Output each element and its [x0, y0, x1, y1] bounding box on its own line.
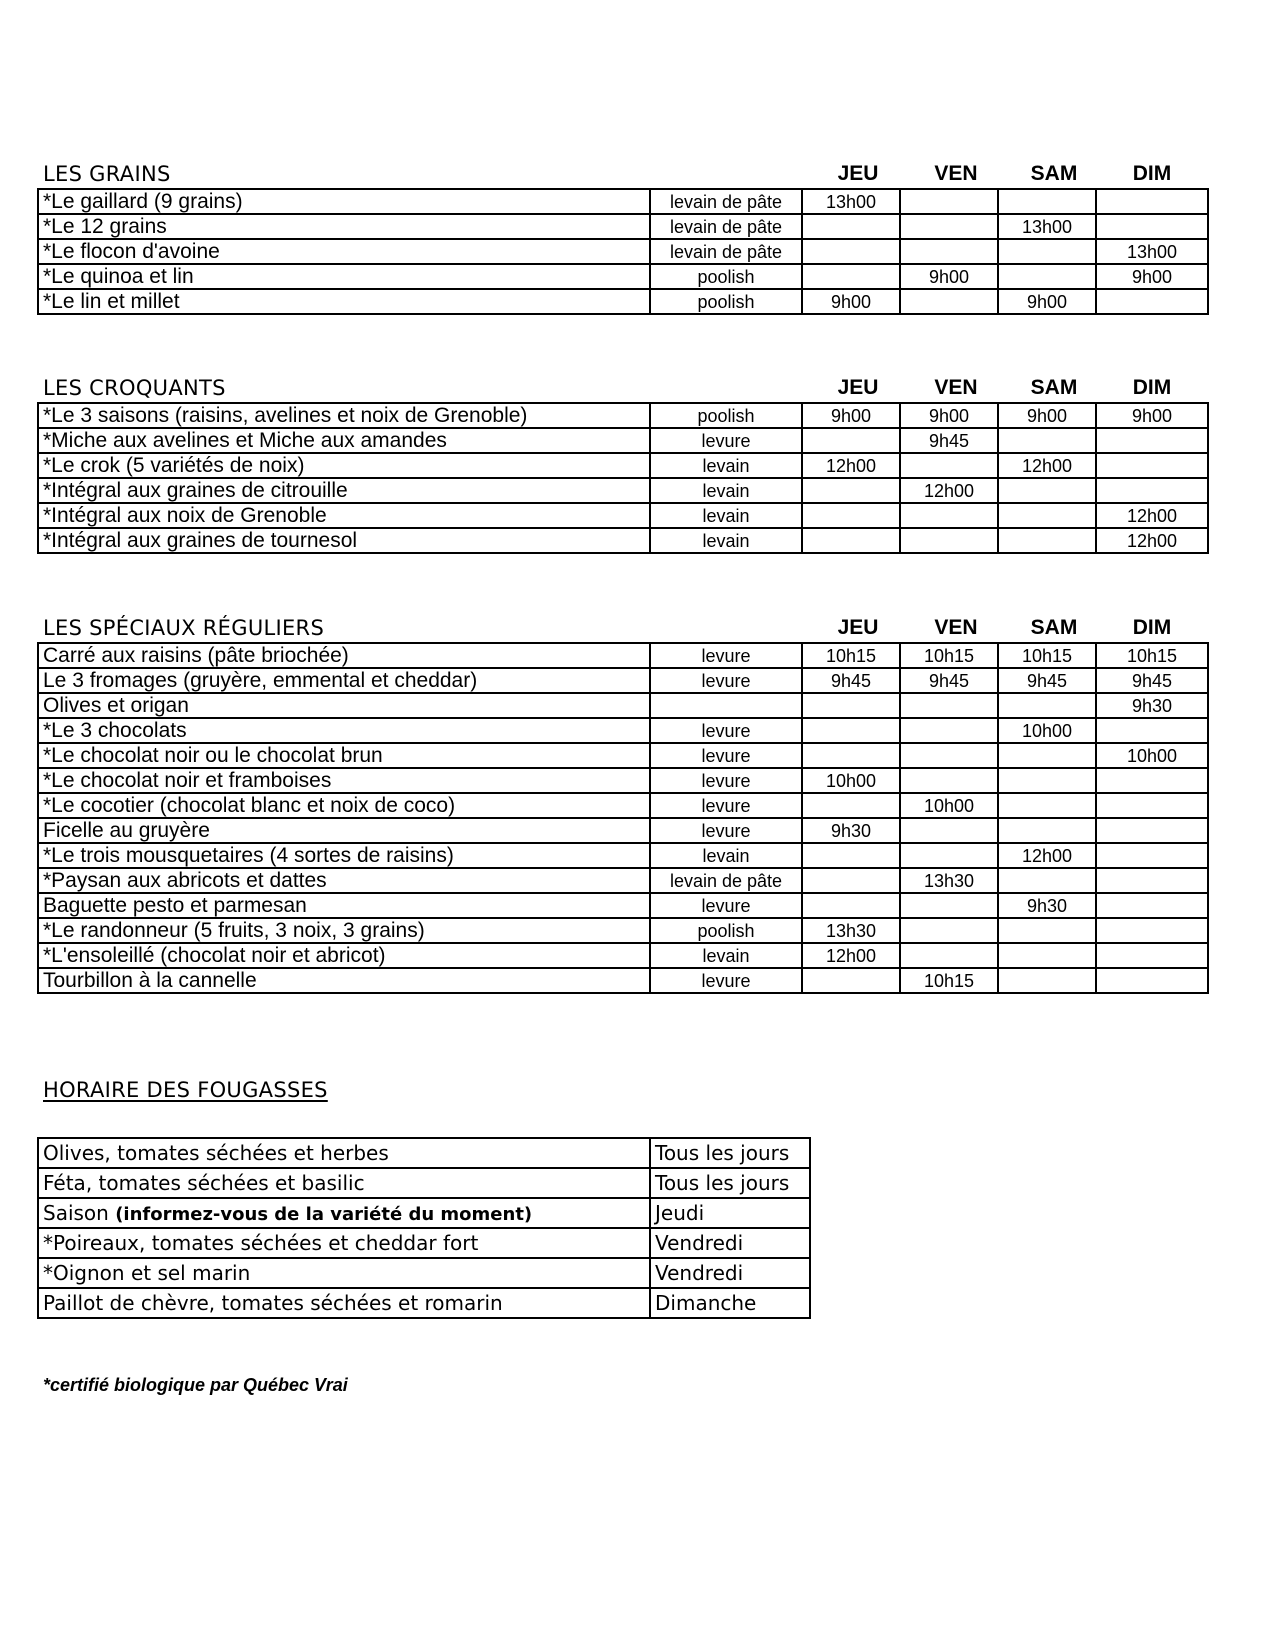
table-row — [38, 968, 1208, 993]
time-sam: 9h30 — [998, 893, 1096, 918]
time-ven — [900, 843, 998, 868]
day-header-jeu: JEU — [837, 162, 879, 185]
time-sam — [998, 264, 1096, 289]
table-row — [38, 1138, 810, 1168]
time-dim — [1096, 893, 1208, 918]
time-sam — [998, 693, 1096, 718]
time-jeu — [802, 428, 900, 453]
fougasse-name: Féta, tomates séchées et basilic — [43, 1171, 365, 1195]
time-dim: 9h30 — [1096, 693, 1208, 718]
time-sam — [998, 943, 1096, 968]
time-dim — [1096, 793, 1208, 818]
day-header-sam: SAM — [1030, 376, 1078, 399]
time-ven — [900, 503, 998, 528]
fougasse-note: (informez-vous de la variété du moment) — [115, 1204, 533, 1225]
time-sam: 9h00 — [998, 289, 1096, 314]
time-dim — [1096, 818, 1208, 843]
time-sam: 10h00 — [998, 718, 1096, 743]
fougasse-name-cell — [38, 1228, 650, 1258]
section-header — [37, 614, 1209, 642]
fermentation-method: levain de pâte — [650, 239, 802, 264]
fermentation-method: poolish — [650, 918, 802, 943]
fougasse-name: *Poireaux, tomates séchées et cheddar fort — [43, 1231, 479, 1255]
section-speciaux — [37, 614, 1209, 994]
bread-name: *Le randonneur (5 fruits, 3 noix, 3 grains) — [38, 918, 650, 943]
fougasse-name-cell — [38, 1168, 650, 1198]
time-jeu — [802, 264, 900, 289]
table-row — [38, 264, 1208, 289]
time-dim — [1096, 768, 1208, 793]
time-sam: 12h00 — [998, 453, 1096, 478]
table-row — [38, 668, 1208, 693]
time-ven — [900, 943, 998, 968]
day-header-ven: VEN — [934, 162, 978, 185]
time-dim — [1096, 918, 1208, 943]
fermentation-method: levain de pâte — [650, 189, 802, 214]
time-dim — [1096, 214, 1208, 239]
time-jeu: 10h15 — [802, 643, 900, 668]
time-jeu — [802, 478, 900, 503]
fougasse-day: Dimanche — [650, 1288, 810, 1318]
fougasse-name-cell — [38, 1198, 650, 1228]
time-sam — [998, 968, 1096, 993]
bread-name: Tourbillon à la cannelle — [38, 968, 650, 993]
bread-name: *Intégral aux graines de tournesol — [38, 528, 650, 553]
bread-name: Ficelle au gruyère — [38, 818, 650, 843]
time-dim — [1096, 428, 1208, 453]
time-jeu — [802, 793, 900, 818]
fermentation-method: levure — [650, 428, 802, 453]
fougasse-name: *Oignon et sel marin — [43, 1261, 251, 1285]
section-grains — [37, 160, 1209, 315]
time-jeu: 10h00 — [802, 768, 900, 793]
table-row — [38, 943, 1208, 968]
time-jeu — [802, 868, 900, 893]
time-sam — [998, 918, 1096, 943]
time-ven — [900, 918, 998, 943]
section-title: LES GRAINS — [43, 162, 171, 186]
time-ven: 10h15 — [900, 643, 998, 668]
bread-name: Baguette pesto et parmesan — [38, 893, 650, 918]
time-ven — [900, 693, 998, 718]
time-jeu — [802, 693, 900, 718]
fougasse-day: Vendredi — [650, 1228, 810, 1258]
table-row — [38, 868, 1208, 893]
section-title: LES CROQUANTS — [43, 376, 226, 400]
table-row — [38, 403, 1208, 428]
table-row — [38, 743, 1208, 768]
time-jeu: 12h00 — [802, 943, 900, 968]
table-row — [38, 528, 1208, 553]
fermentation-method: levure — [650, 718, 802, 743]
time-sam — [998, 239, 1096, 264]
table-row — [38, 428, 1208, 453]
time-sam: 13h00 — [998, 214, 1096, 239]
time-ven: 9h00 — [900, 403, 998, 428]
bread-name: Le 3 fromages (gruyère, emmental et cheddar) — [38, 668, 650, 693]
table-row — [38, 893, 1208, 918]
time-ven — [900, 214, 998, 239]
time-dim: 12h00 — [1096, 503, 1208, 528]
bread-name: *Le flocon d'avoine — [38, 239, 650, 264]
time-sam — [998, 528, 1096, 553]
time-dim — [1096, 478, 1208, 503]
time-ven — [900, 743, 998, 768]
time-jeu — [802, 503, 900, 528]
time-sam — [998, 768, 1096, 793]
table-row — [38, 793, 1208, 818]
fermentation-method: levain de pâte — [650, 214, 802, 239]
table-row — [38, 1228, 810, 1258]
bread-name: *Le 3 chocolats — [38, 718, 650, 743]
time-jeu: 9h00 — [802, 289, 900, 314]
fougasse-day: Tous les jours — [650, 1168, 810, 1198]
time-sam — [998, 743, 1096, 768]
table-row — [38, 768, 1208, 793]
table-row — [38, 1258, 810, 1288]
day-header-dim: DIM — [1132, 376, 1172, 399]
bread-name: Carré aux raisins (pâte briochée) — [38, 643, 650, 668]
fermentation-method: poolish — [650, 264, 802, 289]
time-sam: 12h00 — [998, 843, 1096, 868]
time-ven — [900, 289, 998, 314]
time-dim: 9h45 — [1096, 668, 1208, 693]
fougasses-body — [38, 1138, 810, 1318]
time-sam: 10h15 — [998, 643, 1096, 668]
time-jeu: 9h45 — [802, 668, 900, 693]
time-jeu: 13h30 — [802, 918, 900, 943]
fougasse-name: Olives, tomates séchées et herbes — [43, 1141, 389, 1165]
time-dim — [1096, 453, 1208, 478]
time-dim — [1096, 868, 1208, 893]
time-sam — [998, 868, 1096, 893]
bread-name: *Le lin et millet — [38, 289, 650, 314]
table-body — [38, 189, 1208, 314]
bread-name: *Intégral aux noix de Grenoble — [38, 503, 650, 528]
fermentation-method: levain — [650, 943, 802, 968]
time-jeu — [802, 743, 900, 768]
table-row — [38, 239, 1208, 264]
time-ven — [900, 528, 998, 553]
fermentation-method: levure — [650, 768, 802, 793]
table-row — [38, 503, 1208, 528]
time-jeu: 12h00 — [802, 453, 900, 478]
schedule-table-croquants — [37, 402, 1209, 554]
time-dim — [1096, 289, 1208, 314]
time-jeu: 9h00 — [802, 403, 900, 428]
table-row — [38, 1288, 810, 1318]
day-header-ven: VEN — [934, 616, 978, 639]
fermentation-method: levain — [650, 478, 802, 503]
fermentation-method: levure — [650, 643, 802, 668]
footnote: *certifié biologique par Québec Vrai — [43, 1375, 348, 1395]
bread-name: *Le chocolat noir ou le chocolat brun — [38, 743, 650, 768]
schedule-table-grains — [37, 188, 1209, 315]
day-header-dim: DIM — [1132, 616, 1172, 639]
day-header-sam: SAM — [1030, 162, 1078, 185]
time-jeu — [802, 718, 900, 743]
time-dim — [1096, 843, 1208, 868]
time-ven: 10h00 — [900, 793, 998, 818]
day-header-sam: SAM — [1030, 616, 1078, 639]
bread-name: Olives et origan — [38, 693, 650, 718]
time-ven — [900, 189, 998, 214]
time-ven: 9h00 — [900, 264, 998, 289]
time-jeu — [802, 893, 900, 918]
table-row — [38, 453, 1208, 478]
time-dim — [1096, 943, 1208, 968]
bread-name: *Le quinoa et lin — [38, 264, 650, 289]
fougasse-day: Tous les jours — [650, 1138, 810, 1168]
fougasses-title: HORAIRE DES FOUGASSES — [43, 1078, 328, 1102]
table-row — [38, 693, 1208, 718]
bread-name: *L'ensoleillé (chocolat noir et abricot) — [38, 943, 650, 968]
section-croquants — [37, 374, 1209, 554]
time-ven: 9h45 — [900, 668, 998, 693]
time-dim: 9h00 — [1096, 264, 1208, 289]
time-jeu — [802, 214, 900, 239]
time-ven — [900, 239, 998, 264]
fermentation-method: levure — [650, 893, 802, 918]
table-row — [38, 818, 1208, 843]
bread-name: *Le trois mousquetaires (4 sortes de raisins) — [38, 843, 650, 868]
time-sam — [998, 503, 1096, 528]
time-dim — [1096, 718, 1208, 743]
time-sam — [998, 189, 1096, 214]
day-header-jeu: JEU — [837, 616, 879, 639]
time-ven: 12h00 — [900, 478, 998, 503]
fermentation-method: levain — [650, 503, 802, 528]
fermentation-method: levain de pâte — [650, 868, 802, 893]
fougasse-name-cell — [38, 1288, 650, 1318]
bread-name: *Paysan aux abricots et dattes — [38, 868, 650, 893]
time-jeu — [802, 239, 900, 264]
bread-name: *Le cocotier (chocolat blanc et noix de coco) — [38, 793, 650, 818]
bread-name: *Intégral aux graines de citrouille — [38, 478, 650, 503]
time-ven — [900, 818, 998, 843]
table-row — [38, 478, 1208, 503]
time-dim: 12h00 — [1096, 528, 1208, 553]
bread-name: *Le 3 saisons (raisins, avelines et noix de Grenoble) — [38, 403, 650, 428]
table-row — [38, 1168, 810, 1198]
table-row — [38, 289, 1208, 314]
fermentation-method: levain — [650, 843, 802, 868]
fougasse-name: Saison — [43, 1201, 116, 1225]
fougasse-day: Jeudi — [650, 1198, 810, 1228]
time-ven — [900, 893, 998, 918]
time-ven: 13h30 — [900, 868, 998, 893]
bread-name: *Le crok (5 variétés de noix) — [38, 453, 650, 478]
table-row — [38, 643, 1208, 668]
time-ven: 9h45 — [900, 428, 998, 453]
fermentation-method: levure — [650, 968, 802, 993]
fermentation-method: levain — [650, 453, 802, 478]
fermentation-method: levure — [650, 743, 802, 768]
fermentation-method: poolish — [650, 403, 802, 428]
fermentation-method: levure — [650, 818, 802, 843]
schedule-table-speciaux — [37, 642, 1209, 994]
table-row — [38, 918, 1208, 943]
time-sam — [998, 818, 1096, 843]
time-dim — [1096, 968, 1208, 993]
time-jeu — [802, 968, 900, 993]
bread-name: *Miche aux avelines et Miche aux amandes — [38, 428, 650, 453]
fermentation-method: levure — [650, 793, 802, 818]
bread-name: *Le gaillard (9 grains) — [38, 189, 650, 214]
time-jeu — [802, 528, 900, 553]
day-header-dim: DIM — [1132, 162, 1172, 185]
bread-name: *Le chocolat noir et framboises — [38, 768, 650, 793]
table-row — [38, 718, 1208, 743]
time-sam: 9h45 — [998, 668, 1096, 693]
table-row — [38, 189, 1208, 214]
bread-name: *Le 12 grains — [38, 214, 650, 239]
time-sam — [998, 478, 1096, 503]
table-row — [38, 214, 1208, 239]
table-body — [38, 403, 1208, 553]
fougasse-name-cell — [38, 1258, 650, 1288]
section-header — [37, 374, 1209, 402]
table-body — [38, 643, 1208, 993]
fougasses-table — [37, 1137, 811, 1319]
time-ven — [900, 453, 998, 478]
time-sam: 9h00 — [998, 403, 1096, 428]
section-title: LES SPÉCIAUX RÉGULIERS — [43, 616, 325, 640]
fermentation-method — [650, 693, 802, 718]
table-row — [38, 1198, 810, 1228]
time-jeu — [802, 843, 900, 868]
time-ven — [900, 718, 998, 743]
time-dim — [1096, 189, 1208, 214]
fermentation-method: poolish — [650, 289, 802, 314]
time-dim: 10h15 — [1096, 643, 1208, 668]
time-jeu: 13h00 — [802, 189, 900, 214]
day-header-ven: VEN — [934, 376, 978, 399]
time-sam — [998, 428, 1096, 453]
fermentation-method: levure — [650, 668, 802, 693]
time-dim: 10h00 — [1096, 743, 1208, 768]
fermentation-method: levain — [650, 528, 802, 553]
time-jeu: 9h30 — [802, 818, 900, 843]
time-dim: 13h00 — [1096, 239, 1208, 264]
time-ven — [900, 768, 998, 793]
time-ven: 10h15 — [900, 968, 998, 993]
section-header — [37, 160, 1209, 188]
time-sam — [998, 793, 1096, 818]
fougasse-name: Paillot de chèvre, tomates séchées et romarin — [43, 1291, 503, 1315]
day-header-jeu: JEU — [837, 376, 879, 399]
fougasse-name-cell — [38, 1138, 650, 1168]
fougasse-day: Vendredi — [650, 1258, 810, 1288]
time-dim: 9h00 — [1096, 403, 1208, 428]
table-row — [38, 843, 1208, 868]
